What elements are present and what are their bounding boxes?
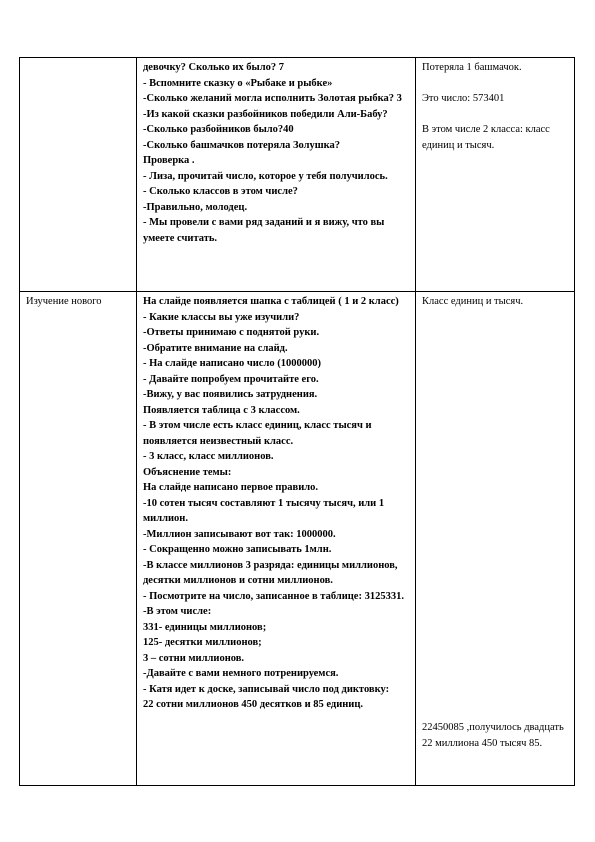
text-line: - 3 класс, класс миллионов. xyxy=(143,451,274,462)
text-line: -Правильно, молодец. xyxy=(143,201,248,213)
text-line: -Давайте с вами немного потренируемся. xyxy=(143,668,339,679)
lesson-plan-table xyxy=(19,57,575,786)
pupil-activity-cell xyxy=(416,292,575,786)
text-line: - Вспомните сказку о «Рыбаке и рыбке» xyxy=(143,77,333,89)
text-line: -Из какой сказки разбойников победили Али-Бабу? xyxy=(143,108,388,120)
text-line: -Сколько разбойников было?40 xyxy=(143,124,294,135)
text-line: -Вижу, у вас появились затруднения. xyxy=(143,389,318,400)
blank-line xyxy=(422,107,570,123)
table-row xyxy=(20,292,575,786)
text-line: -В этом числе: xyxy=(143,606,212,617)
text-line: 22450085 ,получилось двадцать 22 миллиона 450 тысяч 85. xyxy=(422,722,564,749)
text-line: Появляется таблица с 3 классом. xyxy=(143,404,300,416)
text-line: В этом числе 2 класса: класс единиц и тысяч. xyxy=(422,124,550,151)
text-line: - Лиза, прочитай число, которое у тебя получилось. xyxy=(143,170,388,182)
text-line: - Какие классы вы уже изучили? xyxy=(143,311,300,323)
text-line: На слайде появляется шапка с таблицей ( 1 и 2 класс) xyxy=(143,296,399,307)
text-line: - Мы провели с вами ряд заданий и я вижу, что вы умеете считать. xyxy=(143,217,385,244)
text-line: Проверка . xyxy=(143,155,195,166)
pupil-activity-cell xyxy=(416,58,575,292)
text-line: - В этом числе есть класс единиц, класс тысяч и появляется неизвестный класс. xyxy=(143,420,372,447)
text-line: На слайде написано первое правило. xyxy=(143,482,319,493)
text-line: -Миллион записывают вот так: 1000000. xyxy=(143,528,336,540)
text-line: - Сколько классов в этом числе? xyxy=(143,186,298,197)
text-line: 3 – сотни миллионов. xyxy=(143,652,245,664)
text-line: 331- единицы миллионов; xyxy=(143,621,267,633)
text-line: Класс единиц и тысяч. xyxy=(422,296,524,307)
teacher-activity-cell xyxy=(137,58,416,292)
text-line: -10 сотен тысяч составляют 1 тысячу тысяч, или 1 миллион. xyxy=(143,497,385,524)
stage-cell xyxy=(20,58,137,292)
text-line: Потеряла 1 башмачок. xyxy=(422,62,522,73)
text-line: Это число: 573401 xyxy=(422,93,505,104)
text-line: -Обратите внимание на слайд. xyxy=(143,342,288,354)
text-line: - На слайде написано число (1000000) xyxy=(143,358,321,369)
text-line: -Сколько желаний могла исполнить Золотая рыбка? 3 xyxy=(143,93,402,104)
text-line: Объяснение темы: xyxy=(143,466,232,478)
text-line: - Сокращенно можно записывать 1млн. xyxy=(143,544,332,555)
text-line: 125- десятки миллионов; xyxy=(143,637,262,648)
text-line: 22 сотни миллионов 450 десятков и 85 единиц. xyxy=(143,699,364,710)
text-line: -Сколько башмачков потеряла Золушка? xyxy=(143,139,341,151)
teacher-activity-cell xyxy=(137,292,416,786)
text-line: девочку? Сколько их было? 7 xyxy=(143,62,284,73)
blank-line xyxy=(422,76,570,92)
text-line: -В классе миллионов 3 разряда: единицы миллионов, десятки миллионов и сотни миллионов. xyxy=(143,559,398,586)
stage-cell: Изучение нового xyxy=(20,292,137,786)
text-line: - Катя идет к доске, записывай число под диктовку: xyxy=(143,683,390,695)
text-line: - Посмотрите на число, записанное в таблице: 3125331. xyxy=(143,590,404,602)
text-line: -Ответы принимаю с поднятой руки. xyxy=(143,327,320,338)
text-line: - Давайте попробуем прочитайте его. xyxy=(143,373,319,385)
table-row xyxy=(20,58,575,292)
